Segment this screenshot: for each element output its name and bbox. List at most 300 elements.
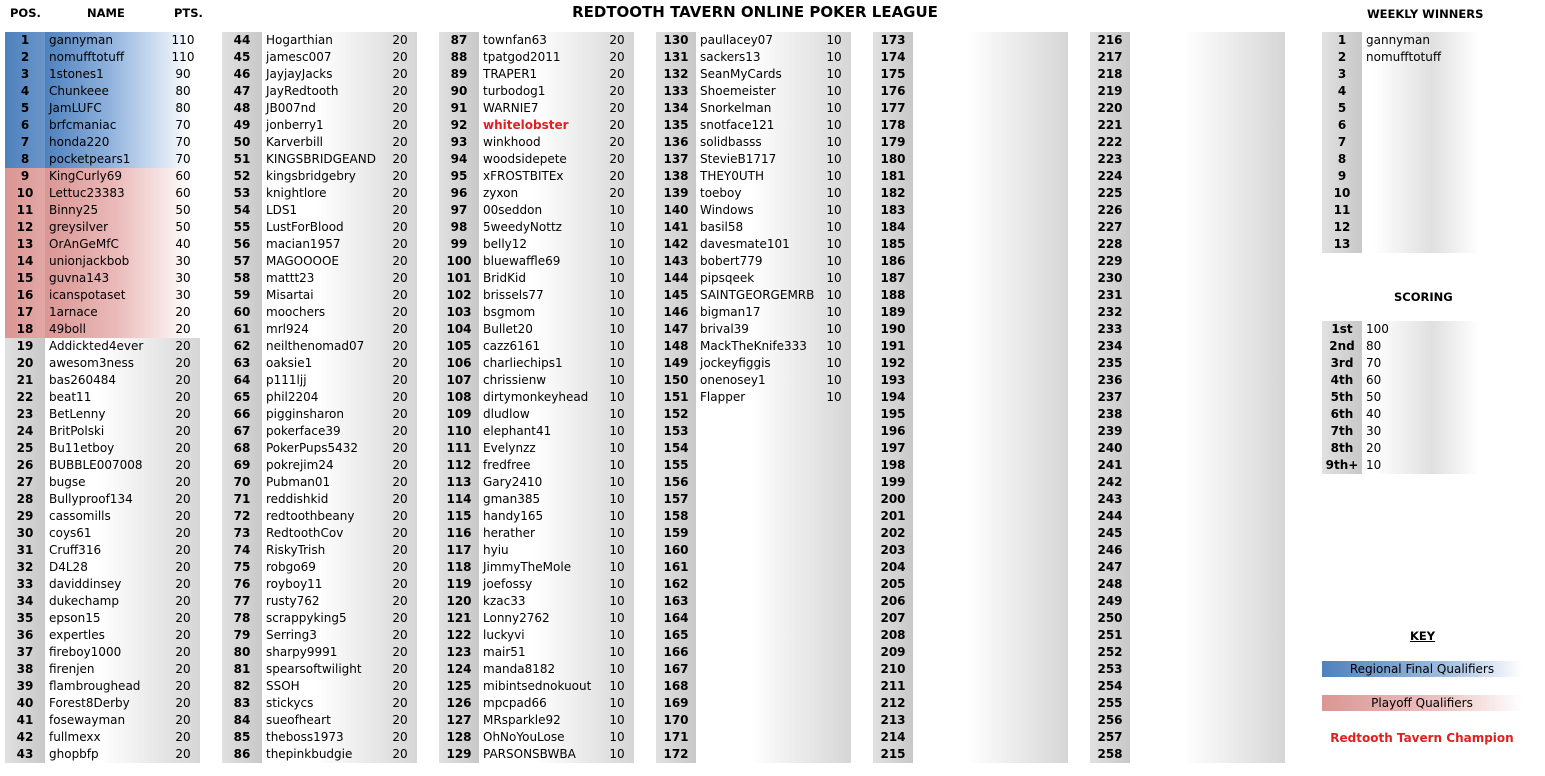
position-cell: 10 (5, 185, 45, 202)
position-cell: 132 (656, 66, 696, 83)
position-cell: 29 (5, 508, 45, 525)
points-cell (1033, 304, 1069, 321)
points-cell (1033, 440, 1069, 457)
position-cell: 42 (5, 729, 45, 746)
position-cell: 176 (873, 83, 913, 100)
position-cell: 193 (873, 372, 913, 389)
player-name-cell: bugse (45, 474, 200, 491)
position-cell: 9 (5, 168, 45, 185)
position-cell: 68 (222, 440, 262, 457)
winner-name-cell (1362, 66, 1479, 83)
position-cell: 246 (1090, 542, 1130, 559)
position-cell: 165 (656, 627, 696, 644)
position-cell: 36 (5, 627, 45, 644)
player-name-cell: JimmyTheMole (479, 559, 634, 576)
position-cell: 234 (1090, 338, 1130, 355)
player-name-cell: JayRedtooth (262, 83, 417, 100)
player-name-cell: woodsidepete (479, 151, 634, 168)
position-cell: 126 (439, 695, 479, 712)
position-cell: 115 (439, 508, 479, 525)
points-cell: 50 (175, 203, 191, 217)
position-cell: 61 (222, 321, 262, 338)
points-cell (1250, 525, 1286, 542)
position-cell: 80 (222, 644, 262, 661)
position-cell: 168 (656, 678, 696, 695)
player-name-cell: zyxon (479, 185, 634, 202)
position-cell: 191 (873, 338, 913, 355)
player-name-cell: dirtymonkeyhead (479, 389, 634, 406)
player-name-cell: brfcmaniac (45, 117, 200, 134)
points-cell (1250, 236, 1286, 253)
header-pos: POS. (10, 6, 41, 20)
position-cell: 76 (222, 576, 262, 593)
score-value-cell: 80 (1362, 338, 1479, 355)
player-name-cell: JayjayJacks (262, 66, 417, 83)
position-cell: 253 (1090, 661, 1130, 678)
points-cell (1250, 372, 1286, 389)
player-name-cell: SSOH (262, 678, 417, 695)
position-cell: 82 (222, 678, 262, 695)
position-cell: 170 (656, 712, 696, 729)
position-cell: 258 (1090, 746, 1130, 763)
player-name-cell: LustForBlood (262, 219, 417, 236)
points-cell: 20 (392, 271, 408, 285)
player-name-cell: jockeyfiggis (696, 355, 851, 372)
position-cell: 139 (656, 185, 696, 202)
points-cell (1250, 746, 1286, 763)
position-cell: 52 (222, 168, 262, 185)
points-cell (1033, 695, 1069, 712)
position-cell: 221 (1090, 117, 1130, 134)
points-cell: 10 (826, 237, 842, 251)
position-cell: 65 (222, 389, 262, 406)
player-name-cell: tpatgod2011 (479, 49, 634, 66)
position-cell: 84 (222, 712, 262, 729)
player-name-cell: royboy11 (262, 576, 417, 593)
points-cell (1033, 134, 1069, 151)
points-cell: 30 (175, 288, 191, 302)
points-cell (1033, 423, 1069, 440)
position-cell: 123 (439, 644, 479, 661)
position-cell: 210 (873, 661, 913, 678)
position-cell: 141 (656, 219, 696, 236)
position-cell: 157 (656, 491, 696, 508)
position-cell: 7th (1322, 423, 1362, 440)
points-cell: 10 (609, 696, 625, 710)
player-name-cell: OhNoYouLose (479, 729, 634, 746)
points-cell (1250, 168, 1286, 185)
points-cell: 20 (392, 543, 408, 557)
points-cell (816, 746, 852, 763)
player-name-cell: cazz6161 (479, 338, 634, 355)
points-cell (1033, 627, 1069, 644)
points-cell (816, 729, 852, 746)
position-cell: 45 (222, 49, 262, 66)
points-cell (1033, 389, 1069, 406)
player-name-cell: PARSONSBWBA (479, 746, 634, 763)
player-name-cell: Forest8Derby (45, 695, 200, 712)
player-name-cell: MackTheKnife333 (696, 338, 851, 355)
position-cell: 70 (222, 474, 262, 491)
player-name-cell: LDS1 (262, 202, 417, 219)
player-name-cell: fireboy1000 (45, 644, 200, 661)
position-cell: 6 (5, 117, 45, 134)
position-cell: 18 (5, 321, 45, 338)
position-cell: 107 (439, 372, 479, 389)
winner-name-cell (1362, 83, 1479, 100)
player-name-cell: jonberry1 (262, 117, 417, 134)
position-cell: 13 (1322, 236, 1362, 253)
points-cell: 20 (392, 84, 408, 98)
position-cell: 92 (439, 117, 479, 134)
position-cell: 134 (656, 100, 696, 117)
points-cell: 10 (609, 339, 625, 353)
points-cell (1250, 185, 1286, 202)
position-cell: 102 (439, 287, 479, 304)
position-cell: 254 (1090, 678, 1130, 695)
points-cell (1033, 117, 1069, 134)
position-cell: 69 (222, 457, 262, 474)
position-cell: 175 (873, 66, 913, 83)
points-cell (1250, 423, 1286, 440)
player-name-cell: MRsparkle92 (479, 712, 634, 729)
position-cell: 200 (873, 491, 913, 508)
points-cell: 20 (609, 101, 625, 115)
player-name-cell: expertles (45, 627, 200, 644)
player-name-cell: whitelobster (479, 117, 634, 134)
points-cell (1250, 287, 1286, 304)
position-cell: 204 (873, 559, 913, 576)
points-cell (1033, 729, 1069, 746)
points-cell: 20 (392, 577, 408, 591)
points-cell (1250, 610, 1286, 627)
position-cell: 86 (222, 746, 262, 763)
points-cell: 20 (175, 356, 191, 370)
position-cell: 32 (5, 559, 45, 576)
points-cell (1250, 100, 1286, 117)
position-cell: 53 (222, 185, 262, 202)
position-cell: 225 (1090, 185, 1130, 202)
position-cell: 117 (439, 542, 479, 559)
points-cell: 70 (175, 135, 191, 149)
position-cell: 230 (1090, 270, 1130, 287)
position-cell: 233 (1090, 321, 1130, 338)
position-cell: 14 (5, 253, 45, 270)
points-cell (816, 695, 852, 712)
position-cell: 150 (656, 372, 696, 389)
position-cell: 163 (656, 593, 696, 610)
position-cell: 16 (5, 287, 45, 304)
points-cell (816, 712, 852, 729)
position-cell: 208 (873, 627, 913, 644)
winner-name-cell (1362, 100, 1479, 117)
position-cell: 1 (1322, 32, 1362, 49)
points-cell (1033, 661, 1069, 678)
player-name-cell: bas260484 (45, 372, 200, 389)
position-cell: 249 (1090, 593, 1130, 610)
points-cell: 20 (175, 543, 191, 557)
player-name-cell: elephant41 (479, 423, 634, 440)
score-value-cell: 60 (1362, 372, 1479, 389)
position-cell: 3 (1322, 66, 1362, 83)
player-name-cell: fredfree (479, 457, 634, 474)
points-cell (1250, 83, 1286, 100)
points-cell: 20 (609, 169, 625, 183)
points-cell (1250, 491, 1286, 508)
position-cell: 6 (1322, 117, 1362, 134)
position-cell: 63 (222, 355, 262, 372)
points-cell: 10 (826, 118, 842, 132)
position-cell: 201 (873, 508, 913, 525)
position-cell: 47 (222, 83, 262, 100)
player-name-cell: WARNIE7 (479, 100, 634, 117)
position-cell: 185 (873, 236, 913, 253)
player-name-cell: JB007nd (262, 100, 417, 117)
player-name-cell: mattt23 (262, 270, 417, 287)
points-cell (1033, 236, 1069, 253)
position-cell: 60 (222, 304, 262, 321)
position-cell: 158 (656, 508, 696, 525)
player-name-cell: fullmexx (45, 729, 200, 746)
position-cell: 8th (1322, 440, 1362, 457)
player-name-cell: sueofheart (262, 712, 417, 729)
position-cell: 144 (656, 270, 696, 287)
points-cell (1250, 304, 1286, 321)
position-cell: 232 (1090, 304, 1130, 321)
player-name-cell: theboss1973 (262, 729, 417, 746)
position-cell: 100 (439, 253, 479, 270)
points-cell: 20 (175, 696, 191, 710)
position-cell: 118 (439, 559, 479, 576)
position-cell: 106 (439, 355, 479, 372)
points-cell (1250, 406, 1286, 423)
position-cell: 46 (222, 66, 262, 83)
points-cell: 110 (171, 33, 195, 47)
points-cell: 20 (392, 645, 408, 659)
position-cell: 28 (5, 491, 45, 508)
header-name: NAME (87, 6, 125, 20)
points-cell (1033, 32, 1069, 49)
points-cell (1033, 678, 1069, 695)
points-cell: 10 (609, 730, 625, 744)
player-name-cell: manda8182 (479, 661, 634, 678)
points-cell: 20 (392, 390, 408, 404)
position-cell: 248 (1090, 576, 1130, 593)
position-cell: 66 (222, 406, 262, 423)
position-cell: 5 (5, 100, 45, 117)
position-cell: 149 (656, 355, 696, 372)
points-cell (1033, 219, 1069, 236)
player-name-cell: Chunkeee (45, 83, 200, 100)
position-cell: 37 (5, 644, 45, 661)
position-cell: 140 (656, 202, 696, 219)
winner-name-cell (1362, 151, 1479, 168)
player-name-cell: handy165 (479, 508, 634, 525)
position-cell: 9 (1322, 168, 1362, 185)
points-cell (1033, 185, 1069, 202)
player-name-cell: townfan63 (479, 32, 634, 49)
points-cell (816, 440, 852, 457)
points-cell: 10 (826, 288, 842, 302)
player-name-cell: firenjen (45, 661, 200, 678)
position-cell: 5 (1322, 100, 1362, 117)
points-cell (1250, 678, 1286, 695)
points-cell: 10 (609, 475, 625, 489)
player-name-cell: Serring3 (262, 627, 417, 644)
position-cell: 172 (656, 746, 696, 763)
score-value-cell: 30 (1362, 423, 1479, 440)
points-cell: 10 (826, 101, 842, 115)
position-cell: 166 (656, 644, 696, 661)
score-value-cell: 40 (1362, 406, 1479, 423)
points-cell: 10 (609, 747, 625, 761)
points-cell (1250, 627, 1286, 644)
player-name-cell: thepinkbudgie (262, 746, 417, 763)
points-cell: 10 (609, 645, 625, 659)
points-cell: 10 (826, 356, 842, 370)
position-cell: 8 (5, 151, 45, 168)
position-cell: 194 (873, 389, 913, 406)
points-cell: 20 (609, 50, 625, 64)
position-cell: 109 (439, 406, 479, 423)
points-cell: 20 (175, 662, 191, 676)
points-cell (1250, 202, 1286, 219)
position-cell: 12 (1322, 219, 1362, 236)
position-cell: 247 (1090, 559, 1130, 576)
position-cell: 195 (873, 406, 913, 423)
player-name-cell: 00seddon (479, 202, 634, 219)
player-name-cell: sackers13 (696, 49, 851, 66)
points-cell (1250, 219, 1286, 236)
player-name-cell: gman385 (479, 491, 634, 508)
position-cell: 135 (656, 117, 696, 134)
points-cell (816, 474, 852, 491)
player-name-cell: pigginsharon (262, 406, 417, 423)
position-cell: 59 (222, 287, 262, 304)
position-cell: 133 (656, 83, 696, 100)
points-cell (1033, 644, 1069, 661)
position-cell: 199 (873, 474, 913, 491)
points-cell (1033, 457, 1069, 474)
position-cell: 189 (873, 304, 913, 321)
position-cell: 120 (439, 593, 479, 610)
position-cell: 187 (873, 270, 913, 287)
position-cell: 228 (1090, 236, 1130, 253)
points-cell: 20 (175, 611, 191, 625)
points-cell: 20 (392, 747, 408, 761)
position-cell: 235 (1090, 355, 1130, 372)
position-cell: 3rd (1322, 355, 1362, 372)
player-name-cell: pokerface39 (262, 423, 417, 440)
points-cell (1033, 270, 1069, 287)
key-title: KEY (1410, 629, 1436, 643)
player-name-cell: knightlore (262, 185, 417, 202)
winner-name-cell (1362, 202, 1479, 219)
points-cell: 20 (609, 67, 625, 81)
points-cell: 20 (175, 458, 191, 472)
points-cell (1033, 83, 1069, 100)
position-cell: 205 (873, 576, 913, 593)
position-cell: 10 (1322, 185, 1362, 202)
points-cell: 20 (175, 339, 191, 353)
player-name-cell: D4L28 (45, 559, 200, 576)
position-cell: 55 (222, 219, 262, 236)
player-name-cell: 49boll (45, 321, 200, 338)
player-name-cell: PokerPups5432 (262, 440, 417, 457)
points-cell: 20 (392, 33, 408, 47)
points-cell: 20 (392, 135, 408, 149)
position-cell: 77 (222, 593, 262, 610)
player-name-cell: macian1957 (262, 236, 417, 253)
position-cell: 38 (5, 661, 45, 678)
position-cell: 13 (5, 236, 45, 253)
score-value-cell: 10 (1362, 457, 1479, 474)
position-cell: 222 (1090, 134, 1130, 151)
points-cell: 20 (392, 628, 408, 642)
player-name-cell: hyiu (479, 542, 634, 559)
position-cell: 19 (5, 338, 45, 355)
position-cell: 79 (222, 627, 262, 644)
position-cell: 188 (873, 287, 913, 304)
player-name-cell: BetLenny (45, 406, 200, 423)
player-name-cell: luckyvi (479, 627, 634, 644)
player-name-cell: bobert779 (696, 253, 851, 270)
position-cell: 119 (439, 576, 479, 593)
position-cell: 33 (5, 576, 45, 593)
position-cell: 252 (1090, 644, 1130, 661)
points-cell (1033, 746, 1069, 763)
points-cell: 20 (175, 492, 191, 506)
position-cell: 138 (656, 168, 696, 185)
position-cell: 99 (439, 236, 479, 253)
position-cell: 90 (439, 83, 479, 100)
player-name-cell: scrappyking5 (262, 610, 417, 627)
points-cell: 20 (175, 407, 191, 421)
position-cell: 177 (873, 100, 913, 117)
player-name-cell: BUBBLE007008 (45, 457, 200, 474)
position-cell: 78 (222, 610, 262, 627)
points-cell: 10 (826, 203, 842, 217)
player-name-cell: SAINTGEORGEMRB (696, 287, 851, 304)
position-cell: 2 (5, 49, 45, 66)
points-cell: 20 (392, 441, 408, 455)
points-cell (1250, 134, 1286, 151)
player-name-cell: awesom3ness (45, 355, 200, 372)
position-cell: 196 (873, 423, 913, 440)
player-name-cell: cassomills (45, 508, 200, 525)
points-cell: 20 (175, 509, 191, 523)
position-cell: 145 (656, 287, 696, 304)
player-name-cell: bluewaffle69 (479, 253, 634, 270)
player-name-cell: chrissienw (479, 372, 634, 389)
player-name-cell: JamLUFC (45, 100, 200, 117)
points-cell: 20 (175, 747, 191, 761)
position-cell: 43 (5, 746, 45, 763)
position-cell: 39 (5, 678, 45, 695)
player-name-cell: Binny25 (45, 202, 200, 219)
position-cell: 127 (439, 712, 479, 729)
points-cell: 20 (392, 509, 408, 523)
points-cell: 20 (175, 713, 191, 727)
points-cell: 20 (175, 560, 191, 574)
points-cell: 20 (392, 101, 408, 115)
player-name-cell: Cruff316 (45, 542, 200, 559)
points-cell (816, 678, 852, 695)
points-cell: 20 (175, 577, 191, 591)
points-cell (1033, 202, 1069, 219)
points-cell: 30 (175, 271, 191, 285)
player-name-cell: Bullyproof134 (45, 491, 200, 508)
